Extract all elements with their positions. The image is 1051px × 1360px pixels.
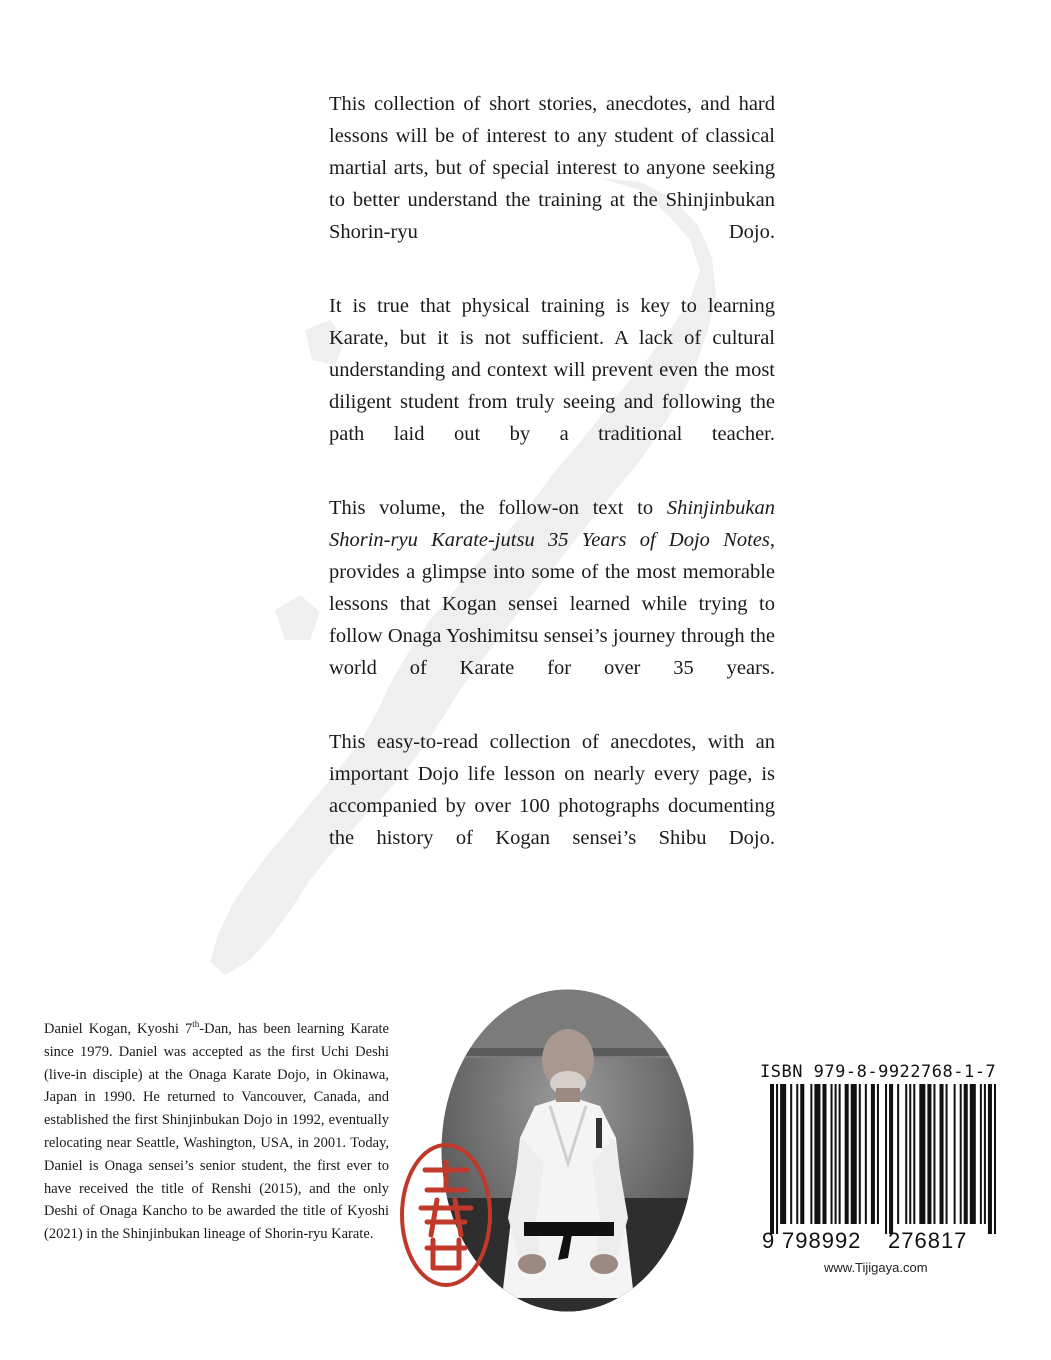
isbn-label: ISBN 979-8-9922768-1-7 <box>760 1062 997 1082</box>
barcode-bar <box>851 1084 857 1224</box>
barcode-bar <box>822 1084 826 1224</box>
barcode-bar <box>790 1084 792 1224</box>
barcode-bar <box>865 1084 867 1224</box>
red-hanko-seal <box>397 1140 495 1290</box>
barcode-bar <box>839 1084 841 1224</box>
blurb-paragraph-1: This collection of short stories, anecdotes, and hard lessons will be of interest to any student of classical martial arts, but of special interest to anyone seeking to better understand the training at the Shinjinbukan Shorin-ryu Dojo. <box>329 93 775 243</box>
barcode-bar <box>940 1084 944 1224</box>
barcode-bar <box>927 1084 931 1224</box>
barcode-bar <box>796 1084 798 1224</box>
barcode-lead-digit: 9 <box>762 1228 776 1253</box>
author-bio <box>44 1018 389 1246</box>
barcode-bar <box>800 1084 804 1224</box>
barcode-bar <box>919 1084 925 1224</box>
bio-superscript: th <box>192 1019 200 1030</box>
bio-rest: -Dan, has been learning Karate since 1979. Daniel was accepted as the first Uchi Deshi (live-in disciple) at the Onaga Karate Dojo, in Okinawa, Japan in 1990. He returned to Vancouver, Canada, and established the first Shinjinbukan Dojo in 1992, eventually relocating near Seattle, Washington, USA, in 2001. Today, Daniel is Onaga sensei’s senior student, the first ever to have received the title of Renshi (2015), and the only Deshi of Onaga Kancho to be awarded the title of Kyoshi (2021) in the Shinjinbukan lineage of Shorin-ryu Karate. <box>44 1021 389 1243</box>
barcode-bar <box>980 1084 982 1224</box>
barcode-bar <box>988 1084 992 1234</box>
barcode-bar <box>984 1084 986 1224</box>
barcode-bar <box>994 1084 996 1234</box>
blurb-paragraph-2: It is true that physical training is key to learning Karate, but it is not sufficient. A lack of cultural understanding and context will prevent even the most diligent student from truly seeing and following the path laid out by a traditional teacher. <box>329 295 775 445</box>
barcode-bar <box>970 1084 976 1224</box>
barcode-bar <box>810 1084 812 1224</box>
blurb-p3-start: This volume, the follow-on text to <box>329 497 667 519</box>
bio-start: Daniel Kogan, Kyoshi 7 <box>44 1021 193 1037</box>
publisher-website: www.Tijigaya.com <box>824 1260 928 1275</box>
blurb-paragraph-4: This easy-to-read collection of anecdotes, with an important Dojo life lesson on nearly every page, is accompanied by over 100 photographs documenting the history of Kogan sensei’s Shibu Dojo. <box>329 731 775 849</box>
barcode-bar <box>946 1084 948 1224</box>
barcode-bar <box>877 1084 879 1224</box>
book-title-reference: Shinjinbukan Shorin-ryu Karate-jutsu 35 Years of Dojo Notes <box>329 497 775 551</box>
barcode-bar <box>913 1084 915 1224</box>
barcode-bar <box>831 1084 833 1224</box>
barcode-bar <box>897 1084 899 1224</box>
barcode-bar <box>859 1084 861 1224</box>
barcode-bar <box>776 1084 778 1234</box>
barcode-bar <box>964 1084 968 1224</box>
barcode-digit-group-2: 276817 <box>888 1228 968 1253</box>
barcode-bar <box>909 1084 911 1224</box>
blurb-p3-end: , provides a glimpse into some of the most memorable lessons that Kogan sensei learned while trying to follow Onaga Yoshimitsu sensei’s journey through the world of Karate for over 35 years. <box>329 529 775 679</box>
barcode-bar <box>780 1084 786 1224</box>
back-cover-blurb <box>329 88 775 896</box>
barcode-bar <box>814 1084 820 1224</box>
isbn-barcode <box>760 1084 997 1234</box>
barcode-bar <box>933 1084 935 1224</box>
barcode-bar <box>960 1084 962 1224</box>
barcode-bar <box>770 1084 774 1234</box>
barcode-bar <box>889 1084 893 1234</box>
barcode-bar <box>871 1084 875 1224</box>
barcode-bar <box>845 1084 849 1224</box>
barcode-bar <box>954 1084 956 1224</box>
barcode-bar <box>905 1084 907 1224</box>
barcode-bar <box>885 1084 887 1234</box>
barcode-digit-group-1: 798992 <box>782 1228 862 1253</box>
barcode-bar <box>835 1084 837 1224</box>
blurb-paragraph-3 <box>329 492 775 716</box>
